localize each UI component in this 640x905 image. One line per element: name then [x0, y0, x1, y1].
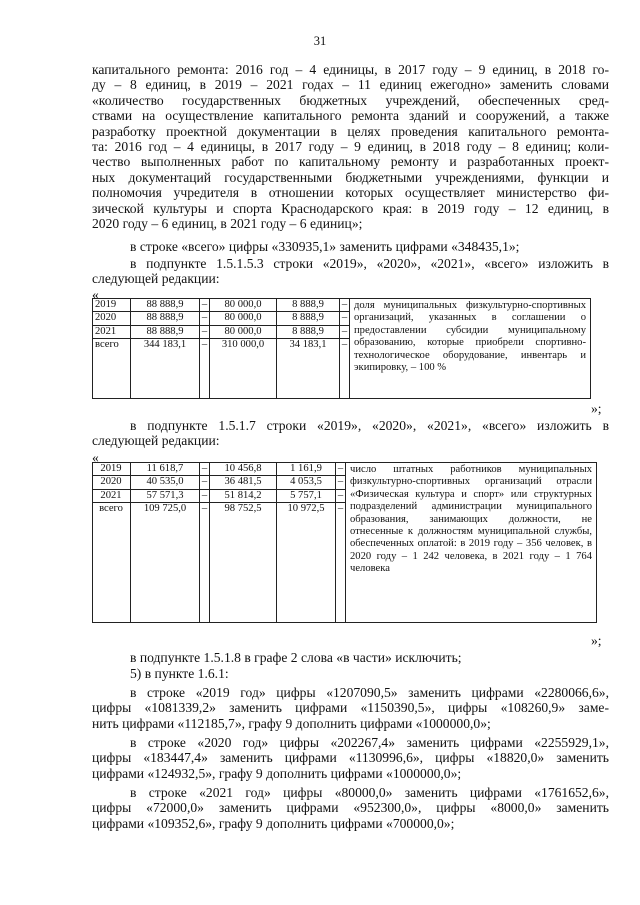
cell-dash: –	[340, 299, 350, 312]
cell-year: 2019	[93, 463, 131, 476]
cell-dash: –	[200, 489, 210, 502]
cell-value: 88 888,9	[131, 299, 200, 312]
cell-dash: –	[200, 312, 210, 325]
cell-value: 109 725,0	[131, 503, 200, 623]
quote-open: «	[92, 450, 99, 465]
text-line: в строке «2020 год» цифры «202267,4» заменить цифрами «2255929,1»,	[130, 735, 609, 750]
quote-open: «	[92, 287, 99, 302]
cell-value: 8 888,9	[277, 299, 340, 312]
cell-year: 2019	[93, 299, 131, 312]
text-line: в подпункте 1.5.1.7 строки «2019», «2020», «2021», «всего» изложить в	[130, 418, 609, 433]
text-line: цифрами «109352,6», графу 9 дополнить цифрами «700000,0»;	[92, 815, 455, 831]
cell-value: 40 535,0	[131, 476, 200, 489]
cell-year: всего	[93, 503, 131, 623]
paragraph-5	[92, 650, 609, 665]
cell-year: 2021	[93, 489, 131, 502]
text-line: зической культуры и спорта Краснодарского края: в 2019 году – 12 единиц, в	[92, 200, 609, 216]
text-line: цифрами «124932,5», графу 9 дополнить цифрами «1000000,0»;	[92, 765, 462, 781]
text-line: в строке «2019 год» цифры «1207090,5» заменить цифрами «2280066,6»,	[130, 685, 609, 700]
text-line: цифры «72000,0» заменить цифрами «952300,0», цифры «8000,0» заменить	[92, 800, 609, 816]
cell-dash: –	[200, 476, 210, 489]
text-line: следующей редакции:	[92, 433, 220, 449]
cell-value: 8 888,9	[277, 312, 340, 325]
cell-value: 11 618,7	[131, 463, 200, 476]
paragraph-8	[92, 735, 609, 781]
cell-value: 10 972,5	[277, 503, 336, 623]
cell-value: 51 814,2	[210, 489, 277, 502]
text-line: в строке «всего» цифры «330935,1» заменить цифрами «348435,1»;	[130, 239, 520, 254]
cell-description: доля муниципальных физкультурно-спортивных организаций, указанных в соглашении о предоставлении субсидии муниципальному образованию, которые приобрели спортивно-технологическое оборудование, инвентарь и экипировку, – 100 %	[350, 299, 591, 399]
cell-dash: –	[340, 339, 350, 399]
text-line: цифры «183447,4» заменить цифрами «1130996,6», цифры «18820,0» заменить	[92, 750, 609, 766]
text-line: в строке «2021 год» цифры «80000,0» заменить цифрами «1761652,6»,	[130, 785, 609, 800]
cell-value: 80 000,0	[210, 325, 277, 338]
paragraph-2	[92, 239, 609, 254]
cell-value: 1 161,9	[277, 463, 336, 476]
paragraph-7	[92, 685, 609, 731]
cell-dash: –	[336, 489, 346, 502]
text-line: полномочия учредителя в отношении которых осуществляет министерство фи-	[92, 185, 609, 201]
cell-value: 344 183,1	[131, 339, 200, 399]
text-line: цифры «1081339,2» заменить цифрами «1150390,5», цифры «108260,9» заме-	[92, 700, 609, 716]
cell-value: 57 571,3	[131, 489, 200, 502]
text-line: ствами на осуществление капитального ремонта зданий и сооружений, а также	[92, 108, 609, 124]
text-line: следующей редакции:	[92, 271, 220, 287]
paragraph-4	[92, 418, 609, 449]
cell-dash: –	[200, 325, 210, 338]
text-line: в подпункте 1.5.1.5.3 строки «2019», «2020», «2021», «всего» изложить в	[130, 256, 609, 271]
cell-dash: –	[336, 463, 346, 476]
cell-value: 36 481,5	[210, 476, 277, 489]
cell-value: 310 000,0	[210, 339, 277, 399]
text-line: чество выполненных работ по капитальному ремонту и разработанных проект-	[92, 154, 609, 170]
table-row	[93, 463, 597, 476]
quote-close: »;	[591, 633, 602, 648]
paragraph-1	[92, 62, 609, 231]
quote-close: »;	[591, 401, 602, 416]
cell-dash: –	[336, 476, 346, 489]
text-line: ных документаций государственными бюджетными учреждениями, функции и	[92, 169, 609, 185]
cell-value: 34 183,1	[277, 339, 340, 399]
paragraph-9	[92, 785, 609, 831]
cell-value: 80 000,0	[210, 299, 277, 312]
cell-dash: –	[336, 503, 346, 623]
cell-dash: –	[340, 325, 350, 338]
text-line: разработку проектной документации в целях проведения капитального ремонта-	[92, 123, 609, 139]
cell-dash: –	[340, 312, 350, 325]
cell-value: 10 456,8	[210, 463, 277, 476]
table-2	[92, 462, 597, 623]
cell-dash: –	[200, 503, 210, 623]
cell-year: 2020	[93, 476, 131, 489]
cell-description: число штатных работников муниципальных физкультурно-спортивных организаций отрасли «Физическая культура и спорт» или структурных подразделений администрации муниципального образования, занимающих должности, не отнесенные к должностям муниципальной службы, обеспеченных оплатой: в 2019 году – 356 человек, в 2020 году – 1 242 человека, в 2021 году – 1 764 человека	[346, 463, 597, 623]
cell-year: 2021	[93, 325, 131, 338]
cell-value: 4 053,5	[277, 476, 336, 489]
text-line: 5) в пункте 1.6.1:	[130, 666, 229, 681]
text-line: та: 2016 год – 4 единицы, в 2017 году – 9 единиц, в 2018 году – 8 единиц; коли-	[92, 139, 609, 155]
cell-value: 88 888,9	[131, 325, 200, 338]
cell-year: 2020	[93, 312, 131, 325]
cell-dash: –	[200, 339, 210, 399]
cell-dash: –	[200, 299, 210, 312]
cell-year: всего	[93, 339, 131, 399]
text-line: капитального ремонта: 2016 год – 4 единицы, в 2017 году – 9 единиц, в 2018 го-	[92, 62, 609, 77]
text-line: в подпункте 1.5.1.8 в графе 2 слова «в части» исключить;	[130, 650, 462, 665]
table-1	[92, 298, 591, 399]
paragraph-3	[92, 256, 609, 287]
cell-value: 80 000,0	[210, 312, 277, 325]
table-row	[93, 299, 591, 312]
cell-value: 88 888,9	[131, 312, 200, 325]
text-line: 2020 году – 6 единиц, в 2021 году – 6 единиц»;	[92, 216, 363, 232]
cell-value: 5 757,1	[277, 489, 336, 502]
text-line: «количество государственных бюджетных учреждений, обеспеченных сред-	[92, 92, 609, 108]
cell-value: 98 752,5	[210, 503, 277, 623]
cell-dash: –	[200, 463, 210, 476]
text-line: ду – 8 единиц, в 2019 – 2021 годах – 11 единиц ежегодно» заменить словами	[92, 77, 609, 93]
page-number: 31	[313, 34, 327, 48]
text-line: нить цифрами «112185,7», графу 9 дополнить цифрами «1000000,0»;	[92, 715, 491, 731]
cell-value: 8 888,9	[277, 325, 340, 338]
paragraph-6	[92, 666, 609, 681]
